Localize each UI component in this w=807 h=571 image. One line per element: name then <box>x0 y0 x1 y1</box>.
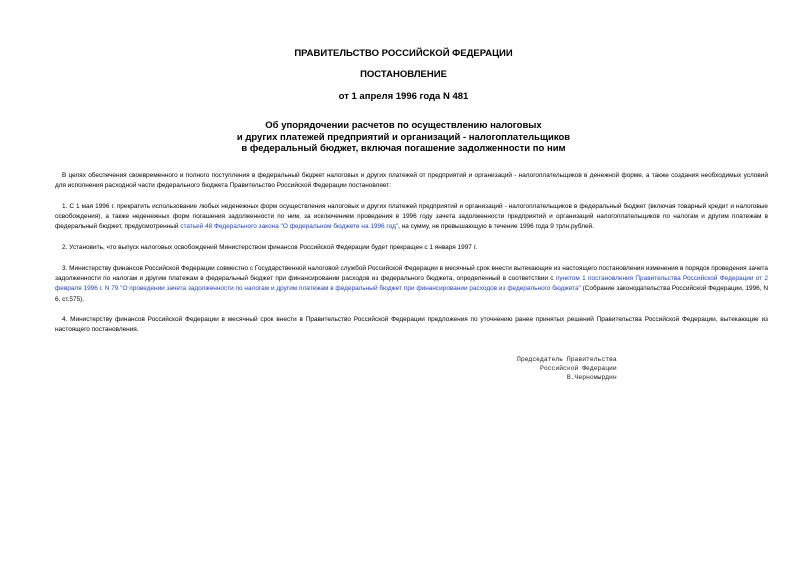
paragraph-2: 2. Установить, что выпуск налоговых освобождений Министерством финансов Российской Федерации будет прекращен с 1 января 1997 г. <box>62 244 477 251</box>
paragraph-3 <box>55 264 768 305</box>
document-date-number: от 1 апреля 1996 года N 481 <box>338 91 469 102</box>
resolution-79-link[interactable]: пунктом 1 постановления Правительства Российской Федерации от 2 февраля 1996 г. N 79 "О проведении зачета задолженности по налогам и другим платежам в федеральный бюджет при финансировании расходов из федерального бюджета" <box>55 275 768 293</box>
intro-paragraph: В целях обеспечения своевременного и полного поступления в федеральный бюджет налоговых и других платежей от предприятий и организаций - налогоплательщиков в денежной форме, а также создания необходимых условий для исполнения расходной части федерального бюджета Правительство Российской Федерации постановляет: <box>55 172 768 190</box>
signature-position: Председатель Правительства <box>517 356 617 363</box>
signature-name: В.Черномырдин <box>566 373 617 381</box>
org-heading: ПРАВИТЕЛЬСТВО РОССИЙСКОЙ ФЕДЕРАЦИИ <box>294 48 513 59</box>
paragraph-1-text: 1. С 1 мая 1996 г. прекратить использование любых неденежных форм осуществления налоговых и других платежей предприятий и организаций - налогоплательщиков в федеральный бюджет (включая товарный кредит и налоговые освобождения), а также неденежных форм погашения задолженности по ним, за исключением проведения в 1996 году зачета задолженности предприятий и организаций налогоплательщиков по налогам и другим платежам в федеральный бюджет, предусмотренный <box>55 203 768 231</box>
paragraph-3-tail: (Собрание законодательства Российской Федерации, 1996, N 6, ст.575). <box>55 285 768 303</box>
signature-country: Российской Федерации <box>540 364 617 372</box>
paragraph-1 <box>55 202 768 233</box>
paragraph-3-text: 3. Министерству финансов Российской Федерации совместно с Государственной налоговой службой Российской Федерации в месячный срок внести вытекающие из настоящего постановления изменения в порядок проведения зачета задолженности по налогам и другим платежам в федеральный бюджет при финансировании расходов из федерального бюджета, определенный в соответствии с <box>55 265 768 283</box>
document-type: ПОСТАНОВЛЕНИЕ <box>360 69 447 80</box>
document-title-line: Об упорядочении расчетов по осуществлению налоговых <box>265 120 542 131</box>
document-title-line: и других платежей предприятий и организаций - налогоплательщиков <box>236 131 571 143</box>
paragraph-1-tail: , на сумму, не превышающую в течение 1996 года 9 трлн.рублей. <box>398 223 594 231</box>
law-article-48-link[interactable]: статьей 48 Федерального закона "О федеральном бюджете на 1996 год" <box>180 223 399 231</box>
signature-block <box>517 356 617 382</box>
document-title <box>0 120 807 155</box>
document-title-line: в федеральный бюджет, включая погашение задолженности по ним <box>241 143 566 154</box>
paragraph-4: 4. Министерству финансов Российской Федерации в месячный срок внести в Правительство Российской Федерации предложения по уточнению ранее принятых решений Правительства Российской Федерации, вытекающие из настоящего постановления. <box>55 316 768 334</box>
